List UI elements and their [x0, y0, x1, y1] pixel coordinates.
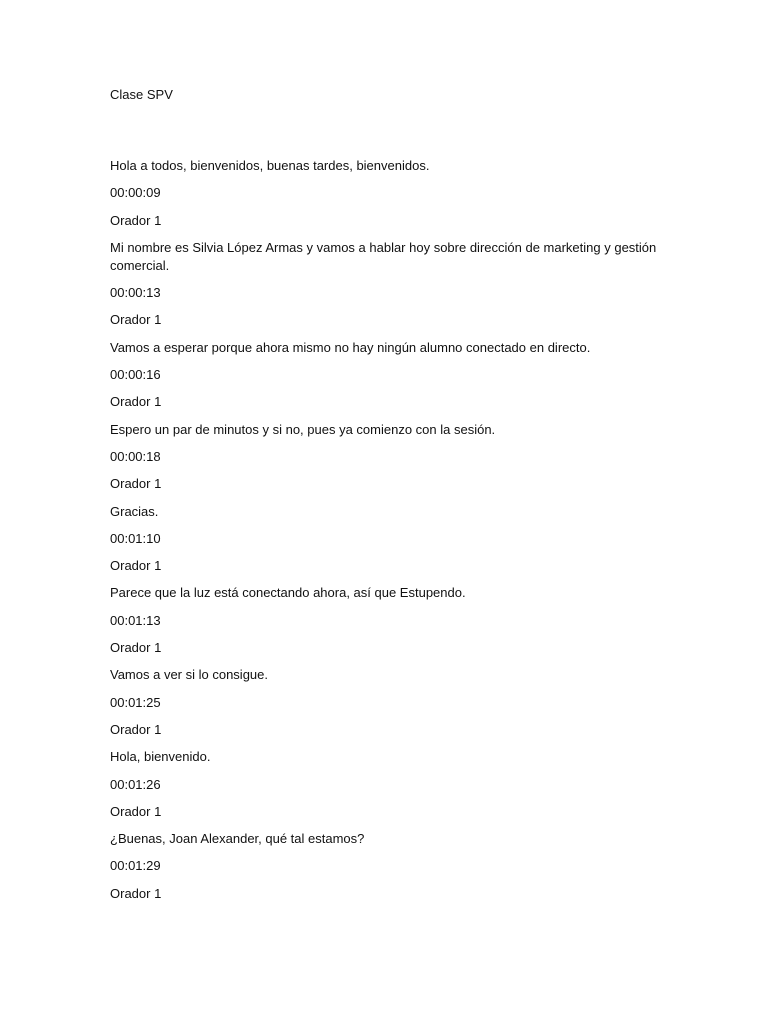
timestamp: 00:01:26: [110, 776, 161, 792]
timestamp: 00:00:16: [110, 367, 161, 383]
speaker-label: Orador 1: [110, 394, 162, 410]
speaker-label: Orador 1: [110, 476, 162, 492]
transcript-line: ¿Buenas, Joan Alexander, qué tal estamos?: [110, 831, 365, 847]
document-title: Clase SPV: [110, 87, 173, 102]
timestamp: 00:00:18: [110, 448, 161, 464]
transcript-line: Vamos a esperar porque ahora mismo no hay ningún alumno conectado en directo.: [110, 339, 591, 355]
transcript-line: Mi nombre es Silvia López Armas y vamos a hablar hoy sobre dirección de marketing y gestión comercial.: [110, 239, 657, 273]
timestamp: 00:01:25: [110, 694, 161, 710]
speaker-label: Orador 1: [110, 885, 162, 901]
transcript-line: Vamos a ver si lo consigue.: [110, 667, 268, 683]
speaker-label: Orador 1: [110, 803, 162, 819]
speaker-label: Orador 1: [110, 212, 162, 228]
timestamp: 00:01:29: [110, 858, 161, 874]
transcript-line: Hola a todos, bienvenidos, buenas tardes, bienvenidos.: [110, 158, 430, 173]
transcript-line: Parece que la luz está conectando ahora, así que Estupendo.: [110, 585, 466, 601]
speaker-label: Orador 1: [110, 558, 162, 574]
transcript-line: Hola, bienvenido.: [110, 749, 211, 765]
timestamp: 00:01:10: [110, 530, 161, 546]
timestamp: 00:00:09: [110, 185, 161, 201]
speaker-label: Orador 1: [110, 312, 162, 328]
timestamp: 00:00:13: [110, 285, 161, 301]
speaker-label: Orador 1: [110, 640, 162, 656]
transcript-line: Gracias.: [110, 503, 159, 519]
transcript-line: Espero un par de minutos y si no, pues ya comienzo con la sesión.: [110, 421, 496, 437]
transcript-body: [110, 157, 670, 912]
timestamp: 00:01:13: [110, 612, 161, 628]
speaker-label: Orador 1: [110, 721, 162, 737]
